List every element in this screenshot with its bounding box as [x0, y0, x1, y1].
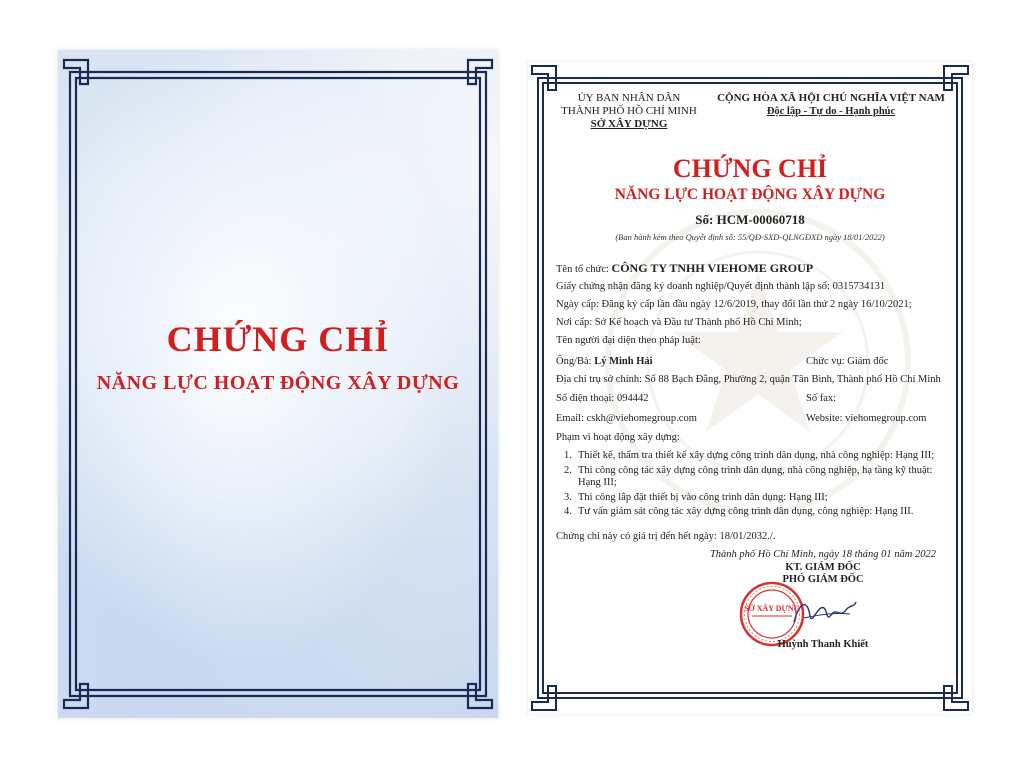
- document-title: CHỨNG CHỈ: [672, 154, 828, 183]
- organization-name: CÔNG TY TNHH VIEHOME GROUP: [611, 261, 814, 275]
- representative-label: Ông/Bà:: [556, 356, 592, 367]
- organization-label: Tên tổ chức:: [556, 264, 609, 275]
- signer-role-2: PHÓ GIÁM ĐỐC: [782, 574, 864, 585]
- contact-row-2: [556, 412, 956, 425]
- organization-row: [556, 262, 956, 276]
- phone-number: Số điện thoại: 094442: [556, 393, 649, 404]
- contact-row-1: [556, 392, 956, 405]
- website: Website: viehomegroup.com: [806, 413, 927, 424]
- list-item: 4. Tư vấn giám sát công tác xây dựng công trình dân dụng, công nghiệp: Hạng III.: [564, 506, 914, 517]
- list-item: Hạng III;: [578, 477, 617, 488]
- list-item: 1. Thiết kế, thẩm tra thiết kế xây dựng công trình dân dụng, nhà công nghiệp: Hạng III;: [564, 450, 935, 461]
- registration-line: Giấy chứng nhận đăng ký doanh nghiệp/Quyết định thành lập số: 0315734131: [556, 281, 886, 292]
- email-address: Email: cskh@viehomegroup.com: [556, 413, 697, 424]
- fax-number: Số fax:: [806, 393, 837, 404]
- national-header: [706, 92, 956, 118]
- cover-title: CHỨNG CHỈ: [166, 319, 390, 359]
- signer-role-1: KT. GIÁM ĐỐC: [785, 562, 861, 573]
- list-item: 3. Thi công lắp đặt thiết bị vào công trình dân dụng: Hạng III;: [564, 491, 828, 503]
- national-title: CỘNG HÒA XÃ HỘI CHỦ NGHĨA VIỆT NAM: [717, 92, 945, 104]
- list-item: 2. Thi công công tác xây dựng công trình dân dụng, nhà công nghiệp, hạ tầng kỹ thuật:: [564, 464, 933, 476]
- issue-place-line: Nơi cấp: Sở Kế hoạch và Đầu tư Thành phố Hồ Chí Minh;: [556, 317, 802, 328]
- stamp-text: SỞ XÂY DỰNG: [744, 604, 800, 613]
- representative-row: [556, 355, 956, 368]
- scope-heading: Phạm vi hoạt động xây dựng:: [556, 432, 680, 443]
- issue-date-line: Ngày cấp: Đăng ký cấp lần đầu ngày 12/6/2019, thay đổi lần thứ 2 ngày 16/10/2021;: [556, 299, 912, 310]
- representative-heading: Tên người đại diện theo pháp luật:: [556, 335, 701, 346]
- representative-name: Lý Minh Hải: [594, 356, 653, 367]
- address-line: Địa chỉ trụ sở chính: Số 88 Bạch Đằng, Phường 2, quận Tân Bình, Thành phố Hồ Chí Minh: [556, 374, 941, 385]
- issuer-line-2: THÀNH PHỐ HỒ CHÍ MINH: [561, 105, 697, 117]
- cover-subtitle: NĂNG LỰC HOẠT ĐỘNG XÂY DỰNG: [96, 372, 460, 394]
- national-motto: Độc lập - Tự do - Hạnh phúc: [766, 106, 896, 117]
- representative-position: Chức vụ: Giám đốc: [806, 356, 889, 367]
- handwritten-signature: [790, 592, 860, 632]
- certificate-document: [528, 62, 972, 714]
- document-subtitle: NĂNG LỰC HOẠT ĐỘNG XÂY DỰNG: [614, 186, 886, 203]
- validity-line: Chứng chỉ này có giá trị đến hết ngày: 18/01/2032./.: [556, 531, 776, 542]
- issuing-decision: (Ban hành kèm theo Quyết định số: 55/QĐ-SXD-QLNGĐXD ngày 18/01/2022): [615, 232, 885, 242]
- certificate-number: Số: HCM-00060718: [695, 212, 805, 227]
- signer-name: Huỳnh Thanh Khiết: [777, 639, 869, 650]
- issuer-line-1: ỦY BAN NHÂN DÂN: [577, 92, 681, 104]
- certificate-cover: [58, 50, 498, 718]
- issuer-line-3: SỞ XÂY DỰNG: [590, 118, 668, 130]
- scope-list: [564, 450, 960, 521]
- issuer-header: [554, 92, 704, 131]
- signing-place-date: Thành phố Hồ Chí Minh, ngày 18 tháng 01 năm 2022: [709, 549, 937, 560]
